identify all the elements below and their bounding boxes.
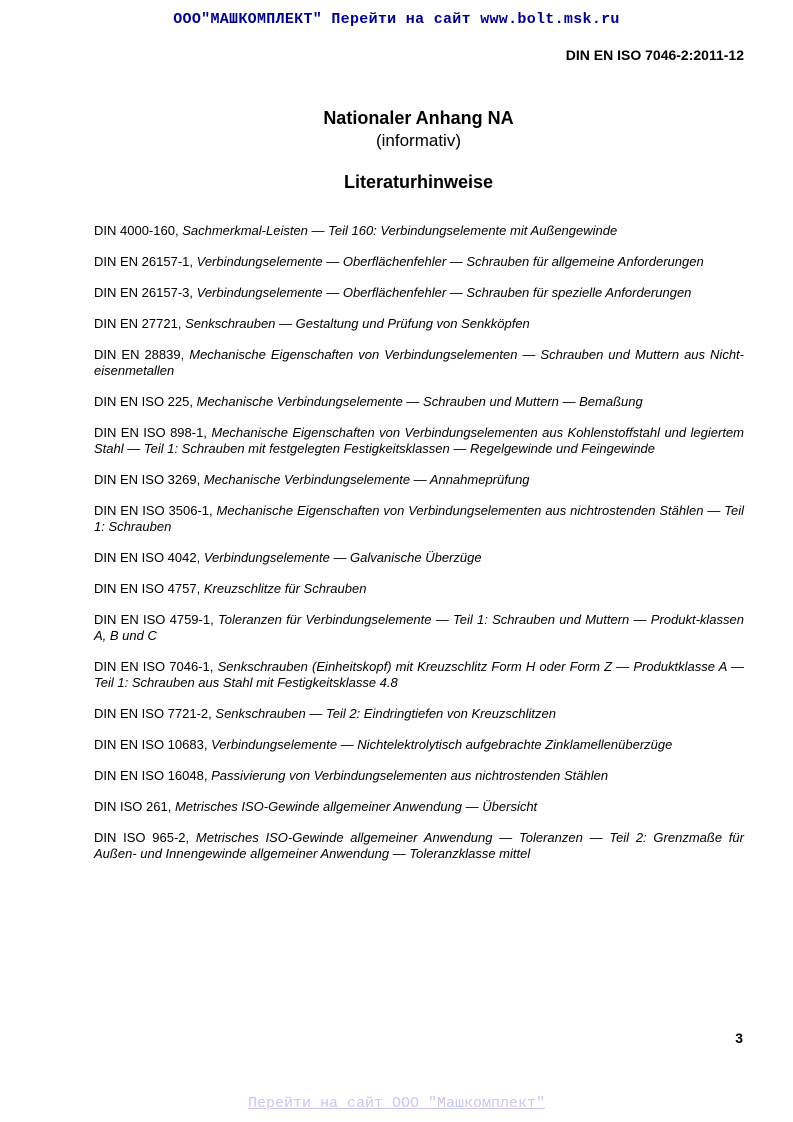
bibliography-title: Literaturhinweise: [343, 172, 494, 192]
reference-code: DIN EN ISO 898-1,: [94, 425, 207, 440]
reference-title: Sachmerkmal-Leisten — Teil 160: Verbindungselemente mit Außengewinde: [182, 223, 618, 238]
document-id: DIN EN ISO 7046-2:2011-12: [565, 47, 744, 63]
top-banner-link[interactable]: ООО"МАШКОМПЛЕКТ" Перейти на сайт www.bolt.msk.ru: [173, 11, 620, 28]
reference-item: [94, 581, 744, 597]
reference-title: Senkschrauben (Einheitskopf) mit Kreuzschlitz Form H oder Form Z — Produktklasse A — Teil 1: Schrauben aus Stahl mit Festigkeitsklasse 4.8: [94, 659, 744, 690]
reference-code: DIN EN ISO 7721-2,: [94, 706, 212, 721]
annex-subtitle: (informativ): [375, 131, 461, 150]
reference-code: DIN EN 26157-1,: [94, 254, 193, 269]
reference-item: [94, 425, 744, 457]
reference-item: [94, 223, 744, 239]
reference-title: Verbindungselemente — Nichtelektrolytisch aufgebrachte Zinklamellenüberzüge: [211, 737, 673, 752]
reference-code: DIN EN 28839,: [94, 347, 185, 362]
reference-code: DIN EN 27721,: [94, 316, 182, 331]
reference-list: [94, 223, 744, 877]
reference-item: [94, 768, 744, 784]
reference-code: DIN EN ISO 4757,: [94, 581, 201, 596]
reference-code: DIN EN ISO 4042,: [94, 550, 201, 565]
reference-title: Senkschrauben — Teil 2: Eindringtiefen von Kreuzschlitzen: [215, 706, 557, 721]
reference-item: [94, 659, 744, 691]
reference-title: Senkschrauben — Gestaltung und Prüfung von Senkköpfen: [185, 316, 530, 331]
reference-item: [94, 799, 744, 815]
reference-item: [94, 472, 744, 488]
reference-item: [94, 254, 744, 270]
page-number: 3: [735, 1030, 743, 1046]
reference-item: [94, 550, 744, 566]
reference-item: [94, 706, 744, 722]
reference-title: Mechanische Verbindungselemente — Annahmeprüfung: [203, 472, 530, 487]
reference-title: Metrisches ISO-Gewinde allgemeiner Anwendung — Toleranzen — Teil 2: Grenzmaße für Außen- und Innengewinde allgemeiner Anwendung — Toleranzklasse mittel: [94, 830, 744, 861]
reference-code: DIN EN ISO 7046-1,: [94, 659, 214, 674]
reference-title: Verbindungselemente — Oberflächenfehler — Schrauben für spezielle Anforderungen: [196, 285, 692, 300]
reference-code: DIN ISO 261,: [94, 799, 172, 814]
reference-title: Metrisches ISO-Gewinde allgemeiner Anwendung — Übersicht: [174, 799, 538, 814]
reference-item: [94, 503, 744, 535]
reference-code: DIN ISO 965-2,: [94, 830, 190, 845]
reference-code: DIN EN ISO 3506-1,: [94, 503, 213, 518]
reference-code: DIN EN ISO 10683,: [94, 737, 208, 752]
reference-item: [94, 830, 744, 862]
reference-code: DIN EN ISO 16048,: [94, 768, 208, 783]
reference-item: [94, 347, 744, 379]
reference-code: DIN 4000-160,: [94, 223, 179, 238]
bottom-site-link[interactable]: Перейти на сайт ООО "Машкомплект": [247, 1095, 546, 1112]
reference-title: Mechanische Eigenschaften von Verbindungselementen — Schrauben und Muttern aus Nicht-eisenmetallen: [94, 347, 744, 378]
reference-item: [94, 285, 744, 301]
reference-title: Passivierung von Verbindungselementen aus nichtrostenden Stählen: [211, 768, 609, 783]
reference-code: DIN EN 26157-3,: [94, 285, 193, 300]
reference-item: [94, 612, 744, 644]
reference-title: Verbindungselemente — Galvanische Überzüge: [203, 550, 482, 565]
reference-title: Mechanische Eigenschaften von Verbindungselementen aus Kohlenstoffstahl und legiertem Stahl — Teil 1: Schrauben mit festgelegten Festigkeitsklassen — Regelgewinde und Feingewinde: [94, 425, 745, 456]
reference-code: DIN EN ISO 3269,: [94, 472, 201, 487]
reference-title: Mechanische Verbindungselemente — Schrauben und Muttern — Bemaßung: [196, 394, 643, 409]
annex-title: Nationaler Anhang NA: [323, 108, 514, 128]
reference-item: [94, 316, 744, 332]
reference-code: DIN EN ISO 225,: [94, 394, 193, 409]
reference-code: DIN EN ISO 4759-1,: [94, 612, 214, 627]
reference-title: Toleranzen für Verbindungselemente — Teil 1: Schrauben und Muttern — Produkt-klassen A, B und C: [94, 612, 744, 643]
reference-title: Kreuzschlitze für Schrauben: [203, 581, 367, 596]
reference-title: Verbindungselemente — Oberflächenfehler — Schrauben für allgemeine Anforderungen: [196, 254, 704, 269]
reference-item: [94, 394, 744, 410]
reference-title: Mechanische Eigenschaften von Verbindungselementen aus nichtrostenden Stählen — Teil 1: Schrauben: [94, 503, 744, 534]
reference-item: [94, 737, 744, 753]
